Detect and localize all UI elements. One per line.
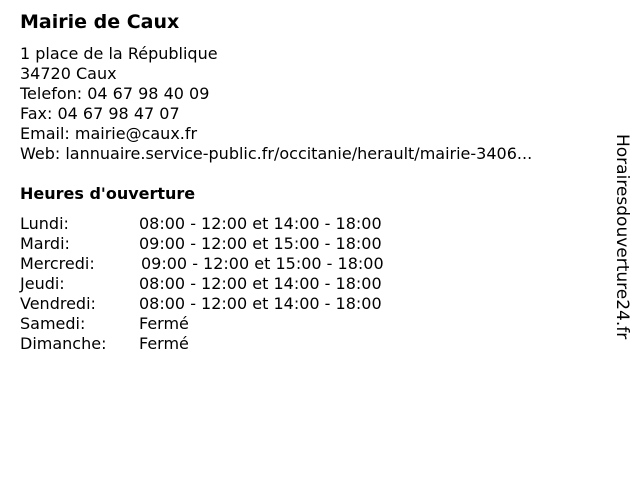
day-label: Dimanche:: [20, 334, 107, 353]
address-line-2: 34720 Caux: [20, 64, 117, 83]
day-hours: 09:00 - 12:00 et 15:00 - 18:00: [139, 234, 382, 253]
web-line: Web: lannuaire.service-public.fr/occitanie/herault/mairie-3406...: [20, 144, 533, 163]
hours-row-tuesday: [20, 234, 440, 254]
day-hours: 08:00 - 12:00 et 14:00 - 18:00: [139, 274, 382, 293]
day-label: Vendredi:: [20, 294, 96, 313]
day-hours: 09:00 - 12:00 et 15:00 - 18:00: [141, 254, 384, 273]
brand-watermark-text: Horairesdouverture24.fr: [612, 134, 632, 340]
hours-table: [20, 214, 440, 354]
day-label: Mercredi:: [20, 254, 95, 273]
email-line: Email: mairie@caux.fr: [20, 124, 198, 143]
day-hours: Fermé: [139, 314, 189, 333]
hours-row-friday: [20, 294, 440, 314]
address-line-1: 1 place de la République: [20, 44, 218, 63]
hours-heading: Heures d'ouverture: [20, 184, 196, 203]
day-hours: 08:00 - 12:00 et 14:00 - 18:00: [139, 294, 382, 313]
day-label: Mardi:: [20, 234, 70, 253]
fax-line: Fax: 04 67 98 47 07: [20, 104, 180, 123]
day-label: Samedi:: [20, 314, 86, 333]
hours-row-sunday: [20, 334, 440, 354]
day-label: Lundi:: [20, 214, 69, 233]
day-label: Jeudi:: [20, 274, 65, 293]
hours-row-monday: [20, 214, 440, 234]
hours-row-wednesday: [20, 254, 440, 274]
contact-block: [20, 44, 532, 164]
hours-row-saturday: [20, 314, 440, 334]
day-hours: 08:00 - 12:00 et 14:00 - 18:00: [139, 214, 382, 233]
brand-watermark: [611, 134, 635, 372]
phone-line: Telefon: 04 67 98 40 09: [20, 84, 210, 103]
day-hours: Fermé: [139, 334, 189, 353]
hours-row-thursday: [20, 274, 440, 294]
place-title: Mairie de Caux: [20, 11, 180, 33]
